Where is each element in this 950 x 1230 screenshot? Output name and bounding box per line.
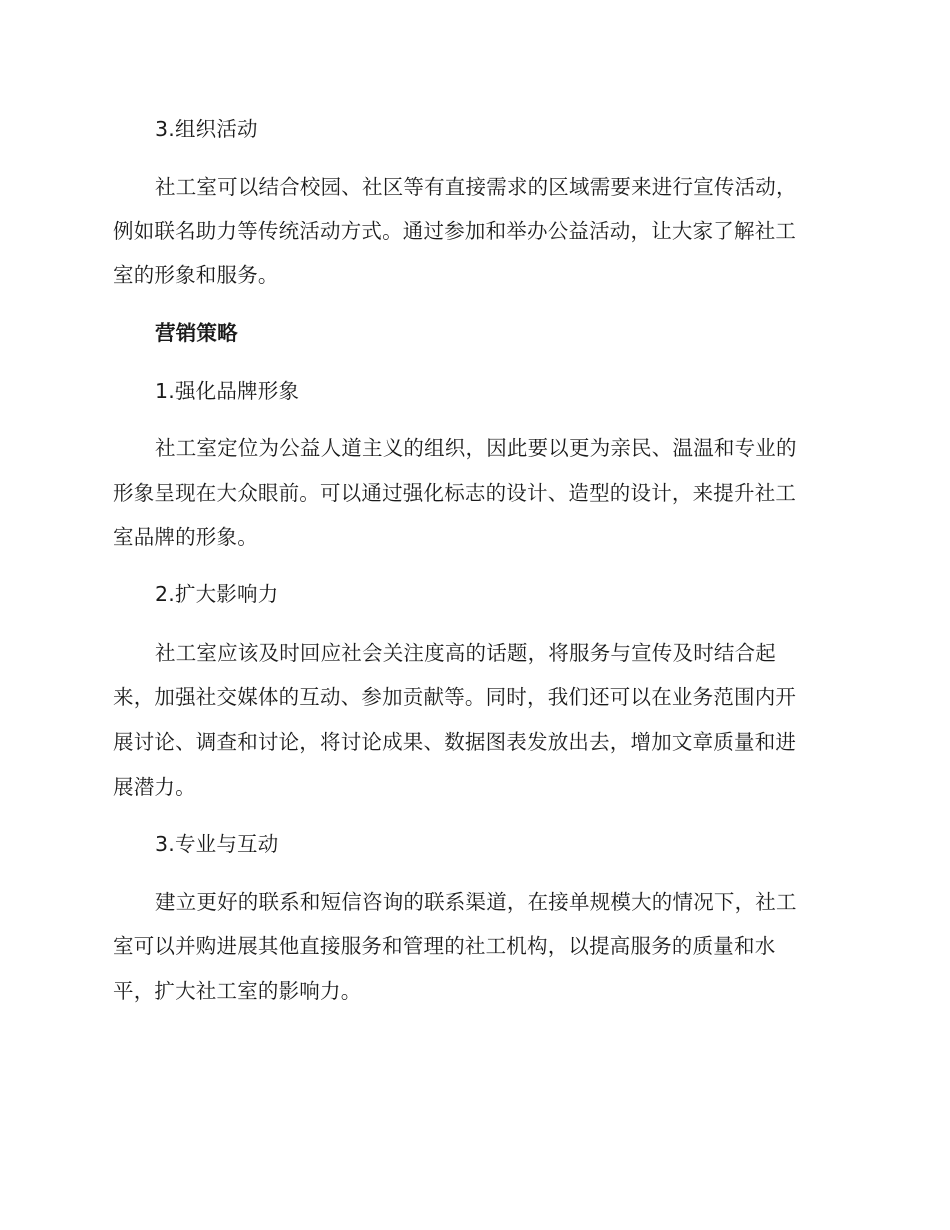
paragraph-line: 室品牌的形象。 (113, 525, 258, 549)
paragraph-line: 展讨论、调查和讨论，将讨论成果、数据图表发放出去，增加文章质量和进 (113, 730, 797, 754)
paragraph-line: 室可以并购进展其他直接服务和管理的社工机构，以提高服务的质量和水 (113, 934, 776, 958)
section-heading: 3.组织活动 (155, 117, 258, 141)
paragraph-line: 建立更好的联系和短信咨询的联系渠道，在接单规模大的情况下，社工 (155, 890, 797, 914)
section-heading: 1.强化品牌形象 (155, 379, 300, 403)
paragraph-line: 形象呈现在大众眼前。可以通过强化标志的设计、造型的设计，来提升社工 (113, 481, 797, 505)
section-heading: 2.扩大影响力 (155, 582, 279, 606)
paragraph-line: 社工室定位为公益人道主义的组织，因此要以更为亲民、温温和专业的 (155, 436, 797, 460)
paragraph-line: 社工室可以结合校园、社区等有直接需求的区域需要来进行宣传活动， (155, 175, 797, 199)
paragraph-line: 平，扩大社工室的影响力。 (113, 979, 362, 1003)
paragraph-line: 来，加强社交媒体的互动、参加贡献等。同时，我们还可以在业务范围内开 (113, 685, 797, 709)
paragraph-line: 展潜力。 (113, 775, 196, 799)
section-heading: 3.专业与互动 (155, 832, 279, 856)
paragraph-line: 例如联名助力等传统活动方式。通过参加和举办公益活动，让大家了解社工 (113, 219, 797, 243)
paragraph-line: 社工室应该及时回应社会关注度高的话题，将服务与宣传及时结合起 (155, 641, 776, 665)
paragraph-line: 室的形象和服务。 (113, 263, 279, 287)
section-title: 营销策略 (155, 321, 238, 345)
